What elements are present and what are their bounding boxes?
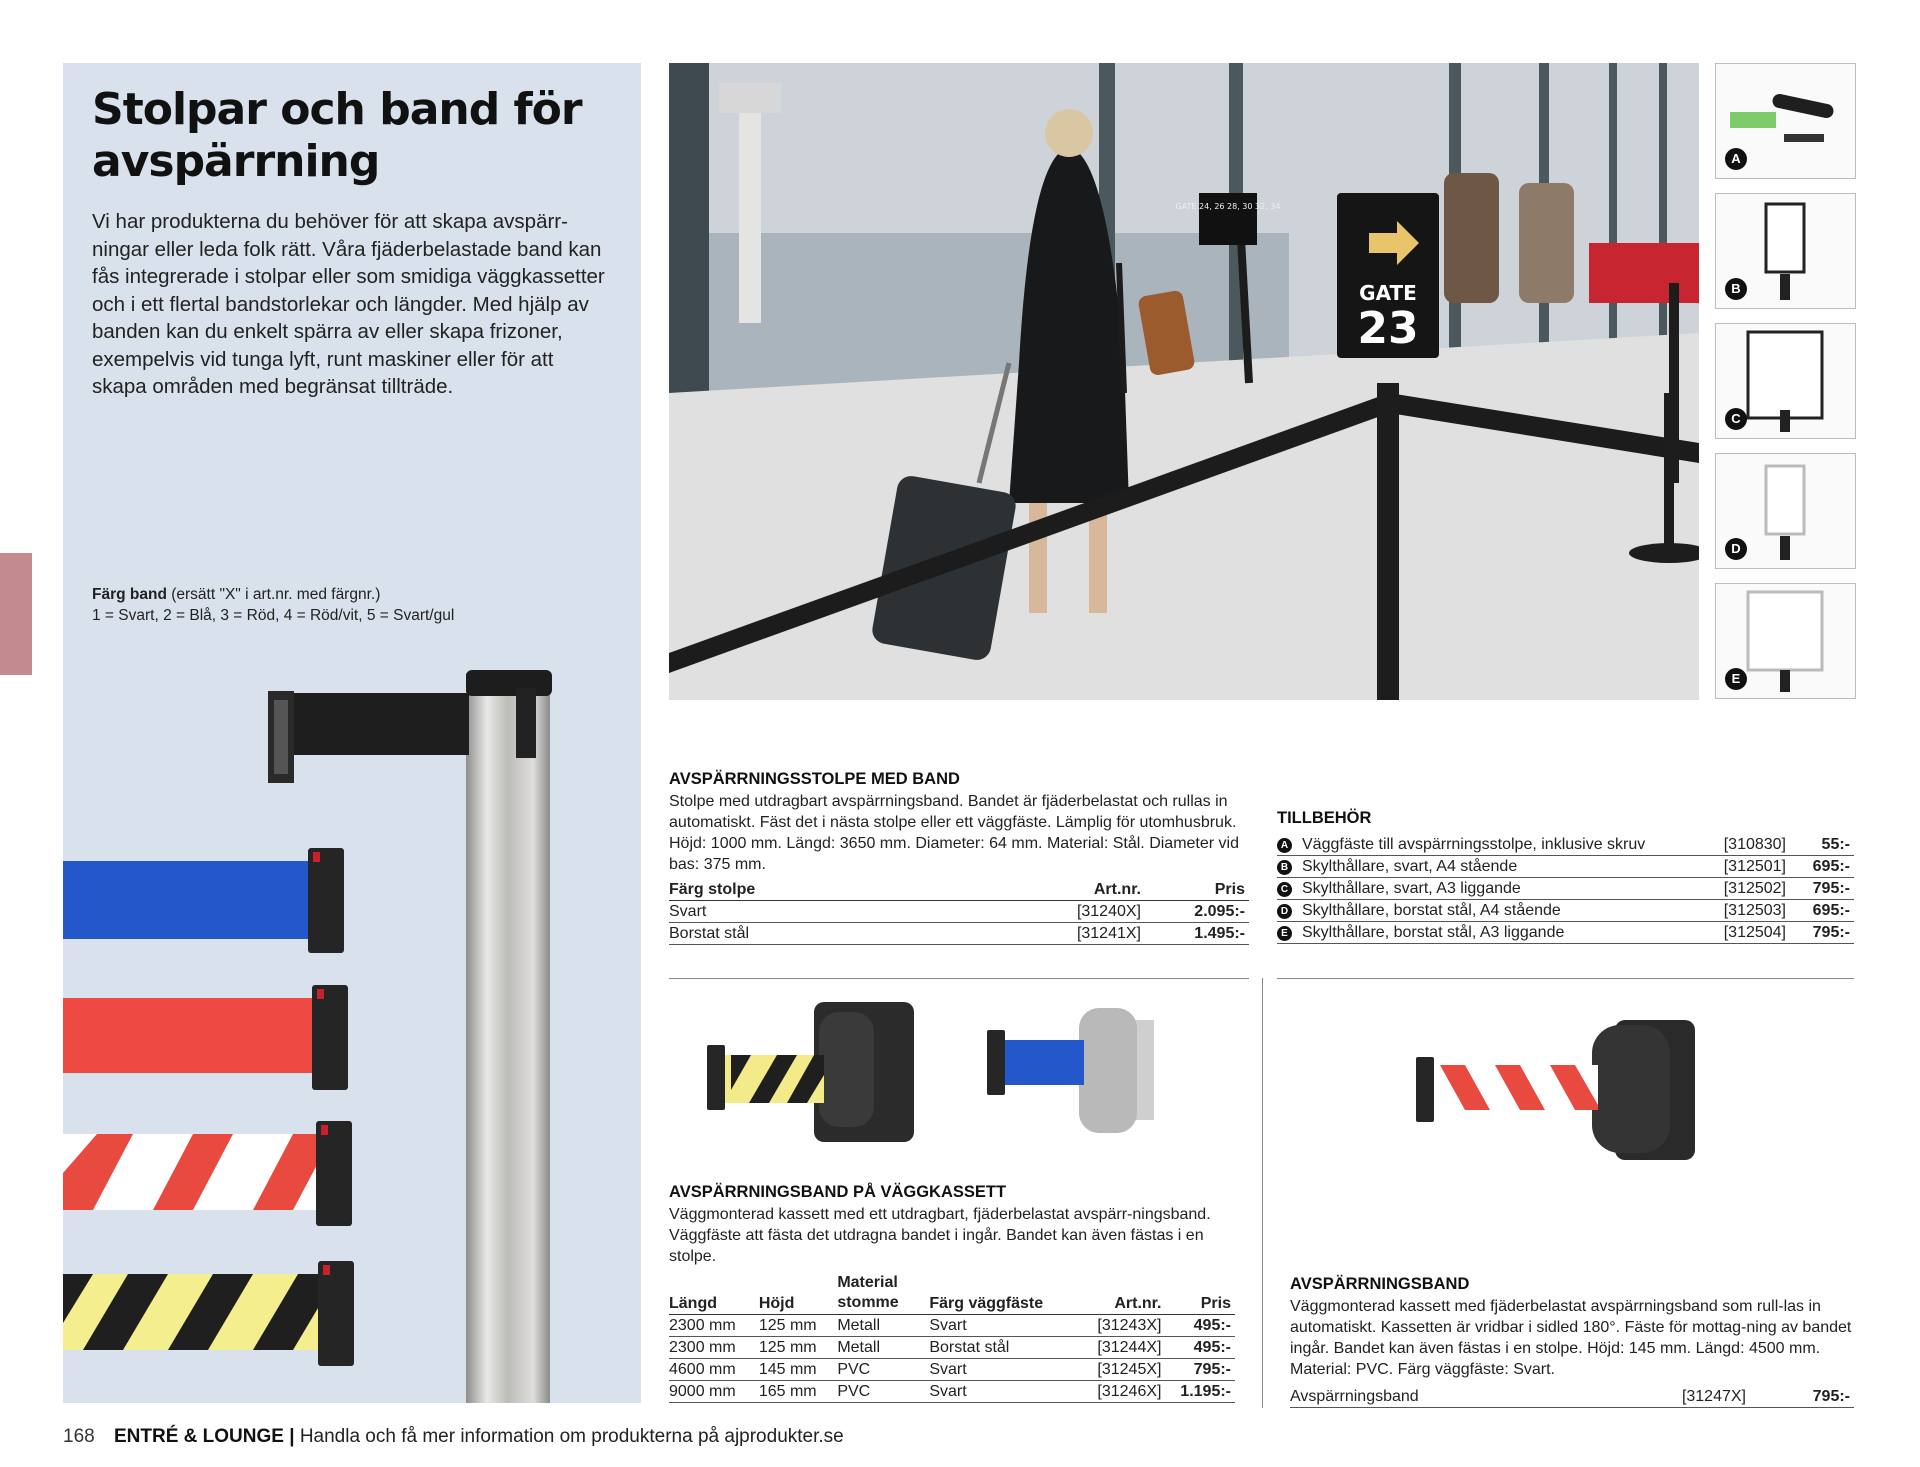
table-cell: Skylthållare, svart, A3 liggande (1302, 880, 1521, 897)
table-cell: [310830] (1712, 834, 1790, 856)
divider (669, 978, 1249, 979)
gate-label: GATE (1359, 281, 1417, 305)
band-product-description: Väggmonterad kassett med fjäderbelastat avspärrningsband som rull-las in automatiskt. Kassetten är vridbar i sidled 180°. Fäste för mottag-ning av bandet ingår. Bandet kan även fästas i en stolpe. Höjd: 145 mm. Längd: 4500 mm. Material: PVC. Färg väggfäste: Svart. (1290, 1298, 1852, 1378)
table-row (1277, 922, 1854, 944)
col-header: Pris (1145, 881, 1249, 901)
table-cell: Skylthållare, borstat stål, A3 liggande (1302, 924, 1565, 941)
section-tab (0, 553, 32, 675)
table-cell: PVC (837, 1359, 929, 1381)
table-row (669, 901, 1249, 923)
table-cell: 1.195:- (1165, 1381, 1235, 1403)
band-color-options: 1 = Svart, 2 = Blå, 3 = Röd, 4 = Röd/vit, 5 = Svart/gul (92, 607, 455, 624)
wall-cassette-images (669, 990, 1249, 1190)
accessories-table (1277, 834, 1854, 944)
table-cell: [31243X] (1079, 1315, 1165, 1337)
accessory-letter: D (1277, 904, 1292, 919)
table-cell: PVC (837, 1381, 929, 1403)
table-cell: 695:- (1790, 900, 1854, 922)
table-cell: Metall (837, 1337, 929, 1359)
table-row (669, 1359, 1235, 1381)
thumbnail-letter: C (1725, 408, 1747, 430)
table-cell: 2300 mm (669, 1337, 759, 1359)
thumbnail-c-sign-holder (1715, 323, 1856, 439)
footer-link-text: Handla och få mer information om produkterna på ajprodukter.se (299, 1426, 844, 1447)
table-cell: 795:- (1165, 1359, 1235, 1381)
table-row (669, 1315, 1235, 1337)
wall-cassette-title: AVSPÄRRNINGSBAND PÅ VÄGGKASSETT (669, 1183, 1007, 1201)
wall-cassette-description: Väggmonterad kassett med ett utdragbart, fjäderbelastat avspärr-ningsband. Väggfäste att fästa det utdragna bandet i ingår. Bandet kan även fästas i en stolpe. (669, 1206, 1211, 1265)
table-cell: 2.095:- (1145, 901, 1249, 923)
table-cell: Skylthållare, borstat stål, A4 stående (1302, 902, 1561, 919)
table-cell: 795:- (1750, 1386, 1854, 1408)
table-row (1290, 1386, 1854, 1408)
table-cell: [312501] (1712, 856, 1790, 878)
post-product-table (669, 881, 1249, 945)
table-cell: 1.495:- (1145, 923, 1249, 945)
table-cell: Borstat stål (669, 923, 940, 945)
table-cell: 125 mm (759, 1337, 838, 1359)
table-cell: [31246X] (1079, 1381, 1165, 1403)
accessories-section (1277, 809, 1854, 944)
table-cell: [31244X] (1079, 1337, 1165, 1359)
table-cell: Svart (929, 1381, 1079, 1403)
table-cell: [31241X] (940, 923, 1145, 945)
table-cell: 2300 mm (669, 1315, 759, 1337)
table-cell: 4600 mm (669, 1359, 759, 1381)
table-cell: 9000 mm (669, 1381, 759, 1403)
intro-text: Vi har produkterna du behöver för att skapa avspärr-ningar eller leda folk rätt. Våra fjäderbelastade band kan fås integrerade i stolpar eller som smidiga väggkassetter och i ett flertal bandstorlekar och längder. Med hjälp av banden kan du enkelt spärra av eller skapa frizoner, exempelvis vid tunga lyft, runt maskiner eller för att skapa områden med begränsat tillträde. (92, 210, 605, 398)
band-color-note (92, 584, 612, 626)
table-cell: Avspärrningsband (1290, 1386, 1594, 1408)
band-product-title: AVSPÄRRNINGSBAND (1290, 1275, 1470, 1293)
col-header: Pris (1165, 1273, 1235, 1315)
thumbnail-e-sign-holder (1715, 583, 1856, 699)
table-cell: 795:- (1790, 922, 1854, 944)
table-row (669, 1381, 1235, 1403)
small-gate-sign: GATE 24, 26 28, 30 32, 34 (1175, 202, 1281, 211)
table-row (1277, 878, 1854, 900)
table-cell: Svart (929, 1315, 1079, 1337)
table-cell: Väggfäste till avspärrningsstolpe, inklusive skruv (1302, 836, 1646, 853)
table-cell: 55:- (1790, 834, 1854, 856)
col-header: Färg väggfäste (929, 1273, 1079, 1315)
band-color-hint: (ersätt "X" i art.nr. med färgnr.) (171, 586, 381, 603)
divider (1277, 978, 1854, 979)
band-color-label: Färg band (92, 586, 167, 603)
table-cell: [312502] (1712, 878, 1790, 900)
col-header: Höjd (759, 1273, 838, 1315)
thumbnail-d-sign-holder (1715, 453, 1856, 569)
table-cell: [31240X] (940, 901, 1145, 923)
thumbnail-letter: B (1725, 278, 1747, 300)
table-cell: 165 mm (759, 1381, 838, 1403)
footer-section: ENTRÉ & LOUNGE | (113, 1426, 295, 1447)
table-cell: 795:- (1790, 878, 1854, 900)
wall-cassette-table (669, 1273, 1235, 1403)
table-cell: [312504] (1712, 922, 1790, 944)
accessories-title: TILLBEHÖR (1277, 809, 1372, 827)
col-header: Art.nr. (940, 881, 1145, 901)
thumbnail-a-wall-bracket (1715, 63, 1856, 179)
table-cell: Svart (669, 901, 940, 923)
band-product-section (1290, 1275, 1854, 1408)
table-row (1277, 856, 1854, 878)
thumbnail-letter: E (1725, 668, 1747, 690)
page-number: 168 (63, 1426, 95, 1447)
airport-gate-photo (669, 63, 1699, 700)
table-row (1277, 834, 1854, 856)
post-product-section (669, 770, 1249, 945)
table-cell: 125 mm (759, 1315, 838, 1337)
thumbnail-letter: D (1725, 538, 1747, 560)
table-cell: [31245X] (1079, 1359, 1165, 1381)
table-row (669, 1337, 1235, 1359)
col-header: Längd (669, 1273, 759, 1315)
table-cell: 495:- (1165, 1337, 1235, 1359)
col-header: Art.nr. (1079, 1273, 1165, 1315)
accessory-letter: B (1277, 860, 1292, 875)
table-cell: [31247X] (1594, 1386, 1750, 1408)
thumbnail-b-sign-holder (1715, 193, 1856, 309)
col-header: Material stomme (837, 1273, 929, 1315)
gate-number: 23 (1357, 303, 1419, 354)
divider (1262, 978, 1263, 1408)
red-white-band (63, 1134, 319, 1210)
accessory-letter: C (1277, 882, 1292, 897)
table-cell: 145 mm (759, 1359, 838, 1381)
post-product-description: Stolpe med utdragbart avspärrningsband. Bandet är fjäderbelastat och rullas in automatiskt. Fäst det i nästa stolpe eller ett väggfäste. Lämplig för utomhusbruk. Höjd: 1000 mm. Längd: 3650 mm. Diameter: 64 mm. Material: Stål. Diameter vid bas: 375 mm. (669, 793, 1239, 873)
table-cell: Skylthållare, svart, A4 stående (1302, 858, 1518, 875)
page-footer (63, 1426, 844, 1448)
black-yellow-band (63, 1274, 321, 1350)
band-cassette-image (1380, 1005, 1720, 1175)
page-title: Stolpar och band för avspärrning (92, 84, 582, 187)
table-cell: Metall (837, 1315, 929, 1337)
accessory-letter: E (1277, 926, 1292, 941)
table-cell: Borstat stål (929, 1337, 1079, 1359)
table-cell: [312503] (1712, 900, 1790, 922)
table-row (669, 923, 1249, 945)
post-product-title: AVSPÄRRNINGSSTOLPE MED BAND (669, 770, 960, 788)
table-cell: 495:- (1165, 1315, 1235, 1337)
thumbnail-letter: A (1725, 148, 1747, 170)
band-product-table (1290, 1386, 1854, 1408)
wall-cassette-section (669, 1183, 1235, 1403)
table-row (1277, 900, 1854, 922)
table-cell: Svart (929, 1359, 1079, 1381)
table-cell: 695:- (1790, 856, 1854, 878)
col-header: Färg stolpe (669, 881, 940, 901)
accessory-letter: A (1277, 838, 1292, 853)
